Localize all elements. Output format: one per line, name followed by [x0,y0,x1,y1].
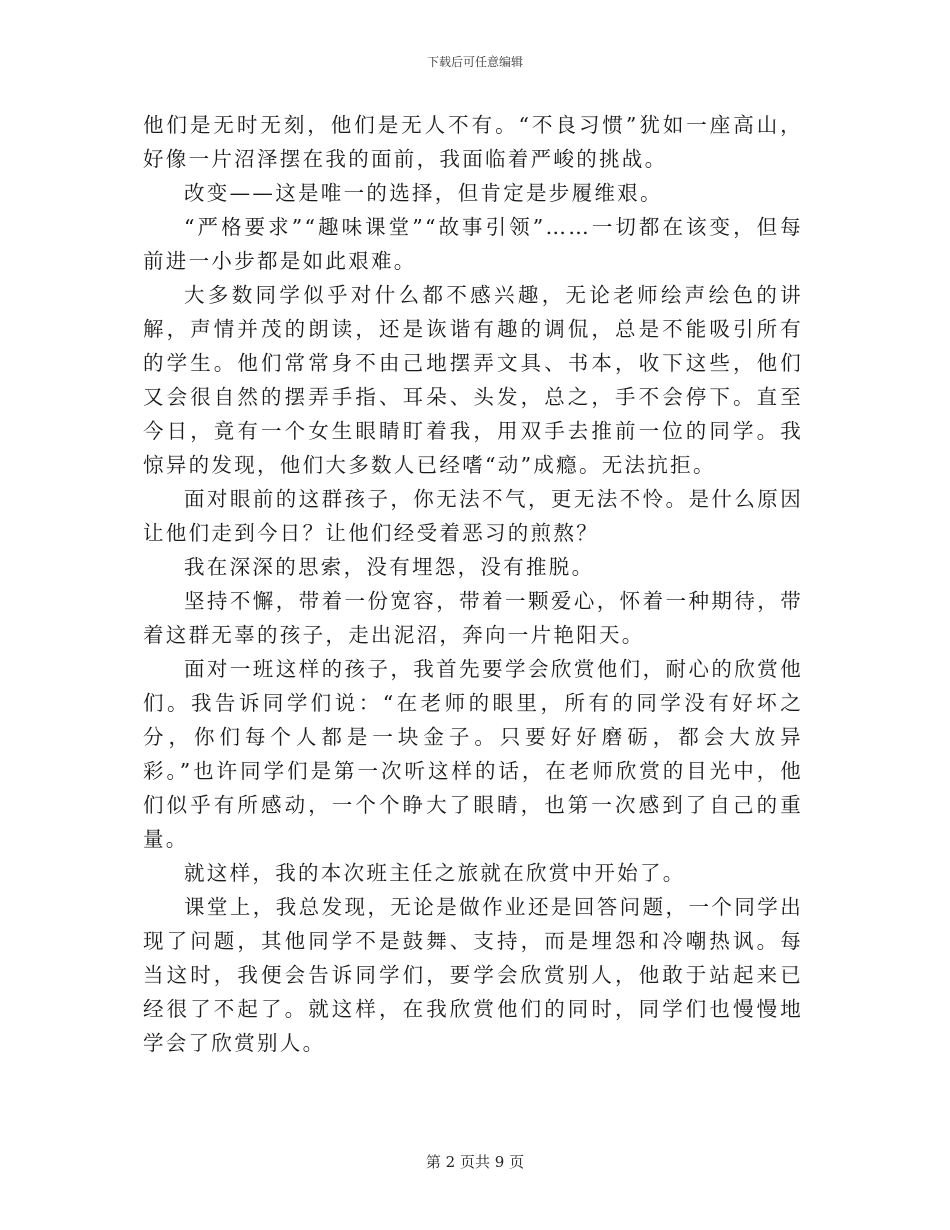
paragraph-10: 课堂上，我总发现，无论是做作业还是回答问题，一个同学出现了问题，其他同学不是鼓舞、支持，而是埋怨和冷嘲热讽。每当这时，我便会告诉同学们，要学会欣赏别人，他敢于站起来已经很了不起了。就这样，在我欣赏他们的同时，同学们也慢慢地学会了欣赏别人。 [143,895,803,1055]
paragraph-9: 就这样，我的本次班主任之旅就在欣赏中开始了。 [184,861,686,885]
page-header: 下载后可任意编辑 [426,55,523,69]
paragraph-8: 面对一班这样的孩子，我首先要学会欣赏他们，耐心的欣赏他们。我告诉同学们说：“在老师的眼里，所有的同学没有好坏之分，你们每个人都是一块金子。只要好好磨砺，都会大放异彩。”也许同学们是第一次听这样的话，在老师欣赏的目光中，他们似乎有所感动，一个个睁大了眼睛，也第一次感到了自己的重量。 [143,657,803,851]
document-body [143,108,803,1060]
paragraph-3: “严格要求”“趣味课堂”“故事引领”……一切都在该变，但每前进一小步都是如此艰难。 [143,215,803,273]
paragraph-7: 坚持不懈，带着一份宽容，带着一颗爱心，怀着一种期待，带着这群无辜的孩子，走出泥沼，奔向一片艳阳天。 [143,589,803,647]
paragraph-4: 大多数同学似乎对什么都不感兴趣，无论老师绘声绘色的讲解，声情并茂的朗读，还是诙谐有趣的调侃，总是不能吸引所有的学生。他们常常身不由己地摆弄文具、书本，收下这些，他们又会很自然的摆弄手指、耳朵、头发，总之，手不会停下。直至今日，竟有一个女生眼睛盯着我，用双手去推前一位的同学。我惊异的发现，他们大多数人已经嗜“动”成瘾。无法抗拒。 [143,283,803,477]
paragraph-2: 改变——这是唯一的选择，但肯定是步履维艰。 [184,181,663,205]
page-number: 第 2 页共 9 页 [425,1153,525,1171]
paragraph-6: 我在深深的思索，没有埋怨，没有推脱。 [184,555,595,579]
paragraph-5: 面对眼前的这群孩子，你无法不气，更无法不怜。是什么原因让他们走到今日？让他们经受着恶习的煎熬？ [143,487,803,545]
paragraph-1: 他们是无时无刻，他们是无人不有。“不良习惯”犹如一座高山，好像一片沼泽摆在我的面前，我面临着严峻的挑战。 [143,113,803,171]
